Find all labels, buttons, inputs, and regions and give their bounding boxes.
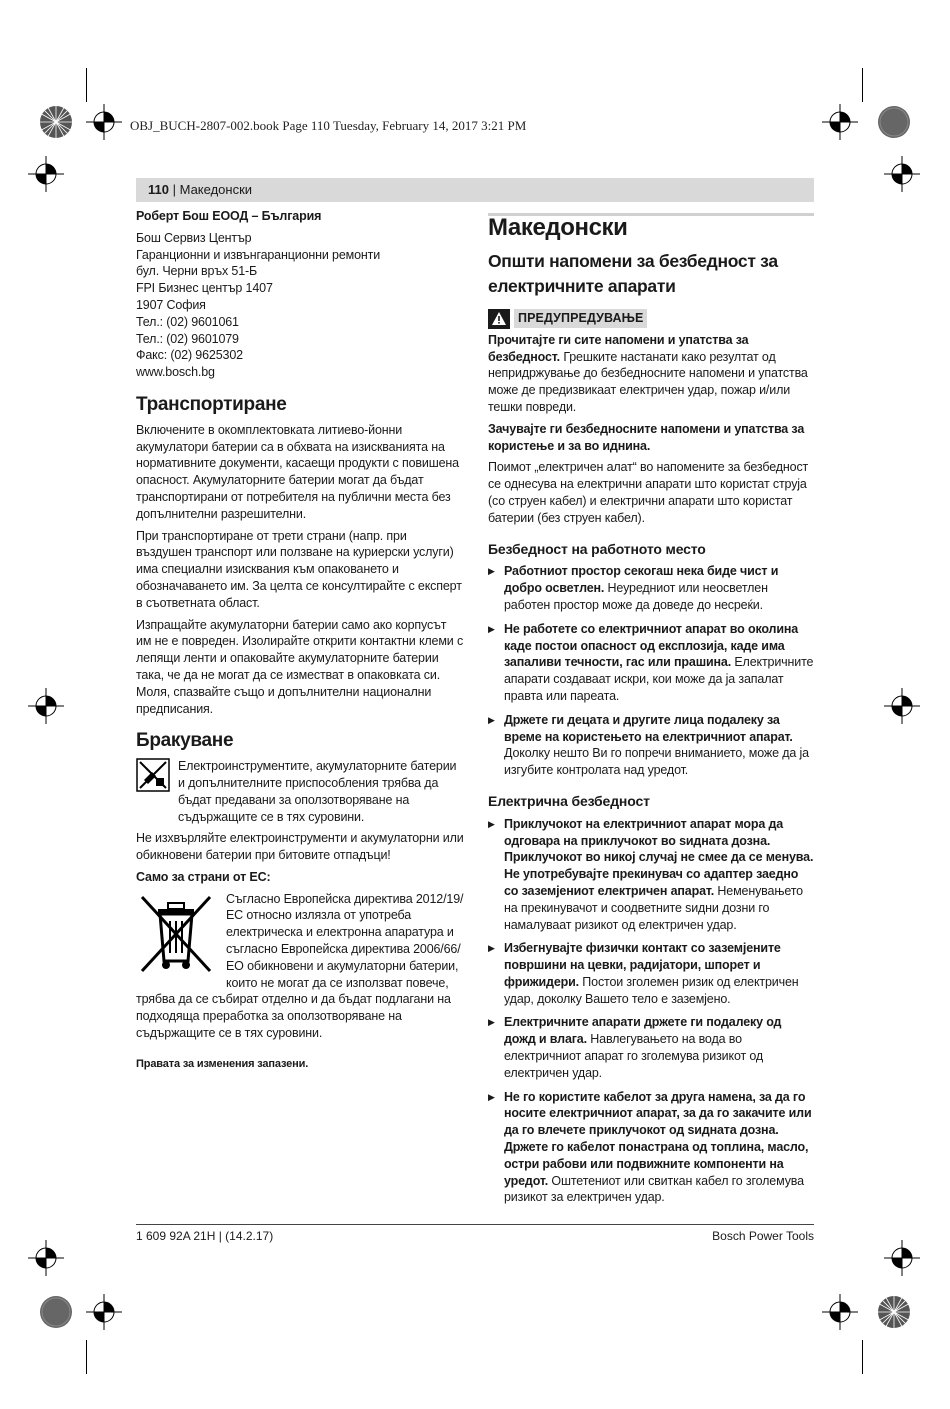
transport-paragraph: При транспортиране от трети страни (напр. при въздушен транспорт или ползване на куриерски услуги) има специални изисквания към опаковането и обозначаването им. За целта се консултирайте с експерт в съответната област. bbox=[136, 528, 462, 610]
workplace-safety-list bbox=[488, 563, 814, 779]
address-line: FPI Бизнес център 1407 bbox=[136, 281, 273, 296]
address-line: бул. Черни връх 51-Б bbox=[136, 264, 258, 279]
list-item-bold: Избегнувајте физички контакт со заземјените површини на цевки, радијатори, шпорет и фрижидери. bbox=[504, 941, 781, 989]
list-item bbox=[488, 621, 814, 705]
crosshair-mark-icon bbox=[28, 1240, 64, 1276]
transport-paragraph: Изпращайте акумулаторни батерии само ако корпусът им не е повреден. Изолирайте открити контактни клеми с лепящи ленти и опаковайте акумулаторните батерии така, че да не могат да се изместват в опаковката си. bbox=[136, 617, 464, 682]
crosshair-mark-icon bbox=[28, 688, 64, 724]
disposal-heading: Бракуване bbox=[136, 730, 234, 752]
disposal-icon-paragraph bbox=[136, 758, 464, 825]
eu-directive-text: Съгласно Европейска директива 2012/19/ЕС относно излязла от употреба електрическа и електронна апаратура и съгласно Европейска директива 2006/66/ЕО обикновени и акумулаторни батерии, които не могат да се използват повече, трябва да се събират отделно и да бъдат подлагани на подходяща преработка за оползотворяване на съдържащите се в тях суровини. bbox=[136, 891, 464, 1041]
list-item bbox=[488, 1089, 814, 1207]
header-language: Македонски bbox=[179, 182, 253, 197]
crosshair-mark-icon bbox=[28, 156, 64, 192]
transport-paragraph: Включените в окомплектовката литиево-йонни акумулатори батерии са в обхвата на изискванията на нормативните документи, касаещи продукти с повишена опасност. Акумулаторните батерии могат да бъдат транспортирани от потребителя на публични места без допълнителни разрешителни. bbox=[136, 422, 459, 521]
rights-reserved: Правата за изменения запазени. bbox=[136, 1057, 309, 1070]
warning-text: Грешките настанати како резултат од непридржување до безбедносните напомени и упатства може де предизвикаат електричен удар, пожар и/или тешки повреди. bbox=[488, 349, 808, 414]
list-item bbox=[488, 563, 814, 613]
warning-block bbox=[488, 309, 814, 416]
warning-badge bbox=[488, 309, 647, 329]
address-block bbox=[136, 230, 464, 381]
fax-line: Факс: (02) 9625302 bbox=[136, 348, 243, 363]
document-code: 1 609 92A 21H | (14.2.17) bbox=[136, 1229, 274, 1243]
keep-instructions-note: Зачувајте ги безбедносните напомени и упатства за користење и за во иднина. bbox=[488, 421, 805, 453]
crosshair-mark-icon bbox=[884, 688, 920, 724]
header-separator: | bbox=[168, 182, 180, 197]
warning-bold-text: Прочитајте ги сите напомени и упатства за безбедност. bbox=[488, 332, 749, 364]
list-item-text: Постои зголемен ризик од електричен удар, доколку Вашето тело е заземјено. bbox=[504, 974, 799, 1006]
registration-mark-icon bbox=[38, 1294, 74, 1330]
crosshair-mark-icon bbox=[884, 1240, 920, 1276]
address-line: Гаранционни и извънгаранционни ремонти bbox=[136, 247, 381, 262]
website-link[interactable]: www.bosch.bg bbox=[136, 365, 215, 380]
list-item-bold: Работниот простор секогаш нека биде чист и добро осветлен. bbox=[504, 564, 779, 596]
list-item-bold: Приклучокот на електричниот апарат мора да одговара на приклучокот во ѕидната дозна. Приклучокот во никој случај не смее да се менува. Не употребувајте прекинувач со адаптер заедно со заземјениот електричен апарат. bbox=[504, 816, 814, 898]
list-item-text: Неуредниот или неосветлен работен простор може да доведе до несреќи. bbox=[504, 581, 768, 612]
list-item-bold: Не го користите кабелот за друга намена, за да го носите електричниот апарат, за да го закачите или да го влечете приклучокот од ѕидната дозна. Држете го кабелот понастрана од топлина, масло, остри рабови или подвижните компоненти на уредот. bbox=[504, 1089, 812, 1188]
list-item bbox=[488, 1014, 814, 1081]
electrical-safety-list bbox=[488, 816, 814, 1207]
disposal-warning: Не изхвърляйте електроинструменти и акумулаторни или обикновени батерии при битовите отпадъци! bbox=[136, 831, 464, 863]
transport-paragraph: Моля, спазвайте също и допълнителни национални предписания. bbox=[136, 684, 432, 716]
list-item bbox=[488, 816, 814, 934]
list-item bbox=[488, 940, 814, 1007]
right-column bbox=[488, 213, 814, 1213]
disposal-text: Електроинструментите, акумулаторните батерии и допълнителните приспособления трябва да бъдат предавани за оползотворяване на съдържащите се в тях суровини. bbox=[178, 759, 457, 824]
print-file-header: OBJ_BUCH-2807-002.book Page 110 Tuesday, February 14, 2017 3:21 PM bbox=[130, 118, 527, 133]
crop-mark bbox=[862, 1340, 863, 1374]
left-column bbox=[136, 208, 464, 1078]
list-item-bold: Не работете со електричниот апарат во околина каде постои опасност од експлозија, каде има запаливи течности, гас или прашина. bbox=[504, 621, 799, 670]
crosshair-mark-icon bbox=[86, 1294, 122, 1330]
list-item-text: Доколку нешто Ви го попречи вниманието, може да ја изгубите контролата над уредот. bbox=[504, 746, 809, 778]
warning-triangle-icon bbox=[488, 309, 510, 329]
eu-heading: Само за страни от ЕС: bbox=[136, 869, 271, 884]
list-item-text: Електричните апарати создаваат искри, кои може да ја запалат правта или пареата. bbox=[504, 655, 814, 703]
crop-mark bbox=[862, 68, 863, 102]
registration-mark-icon bbox=[876, 1294, 912, 1330]
page-footer bbox=[136, 1224, 814, 1243]
eu-directive-block bbox=[136, 891, 464, 1042]
address-line: Бош Сервиз Център bbox=[136, 230, 252, 245]
list-item-text: Навлегувањето на вода во електричниот апарат го зголемува ризикот од електричен удар. bbox=[504, 1032, 764, 1080]
crosshair-mark-icon bbox=[822, 1294, 858, 1330]
crop-mark bbox=[86, 68, 87, 102]
phone-line: Тел.: (02) 9601079 bbox=[136, 331, 239, 346]
phone-line: Тел.: (02) 9601061 bbox=[136, 314, 239, 329]
electrical-safety-heading: Електрична безбедност bbox=[488, 792, 650, 809]
list-item-text: Оштетениот или свиткан кабел го зголемува ризикот за електричен удар. bbox=[504, 1173, 804, 1205]
crosshair-mark-icon bbox=[884, 156, 920, 192]
language-title: Македонски bbox=[488, 214, 628, 241]
no-household-waste-icon bbox=[136, 758, 170, 825]
registration-mark-icon bbox=[876, 104, 912, 140]
workplace-safety-heading: Безбедност на работното место bbox=[488, 540, 706, 557]
page-number: 110 bbox=[148, 182, 169, 197]
transport-heading: Транспортиране bbox=[136, 393, 287, 415]
crosshair-mark-icon bbox=[822, 104, 858, 140]
power-tool-definition: Поимот „електричен алат“ во напомените за безбедност се однесува на електрични апарати што користат струја (со струен кабел) и електрични апарати што користат батерии (без струен кабел). bbox=[488, 460, 809, 525]
crop-mark bbox=[86, 1340, 87, 1374]
list-item bbox=[488, 712, 814, 779]
address-line: 1907 София bbox=[136, 297, 206, 312]
crosshair-mark-icon bbox=[86, 104, 122, 140]
list-item-bold: Држете ги децата и другите лица подалеку за време на користењето на електричниот апарат. bbox=[504, 712, 793, 744]
general-safety-heading: Општи напомени за безбедност за електричните апарати bbox=[488, 250, 778, 296]
warning-label: ПРЕДУПРЕДУВАЊЕ bbox=[514, 309, 647, 328]
list-item-text: Неменувањето на прекинувачот и соодветните ѕидни дозни го намалуваат ризикот од електричен удар. bbox=[504, 883, 803, 932]
list-item-bold: Електричните апарати држете ги подалеку од дожд и влага. bbox=[504, 1015, 782, 1047]
crossed-bin-icon bbox=[136, 891, 216, 982]
publisher-name: Bosch Power Tools bbox=[712, 1229, 814, 1243]
company-name: Роберт Бош ЕООД – България bbox=[136, 209, 322, 223]
page-header bbox=[136, 178, 814, 202]
registration-mark-icon bbox=[38, 104, 74, 140]
